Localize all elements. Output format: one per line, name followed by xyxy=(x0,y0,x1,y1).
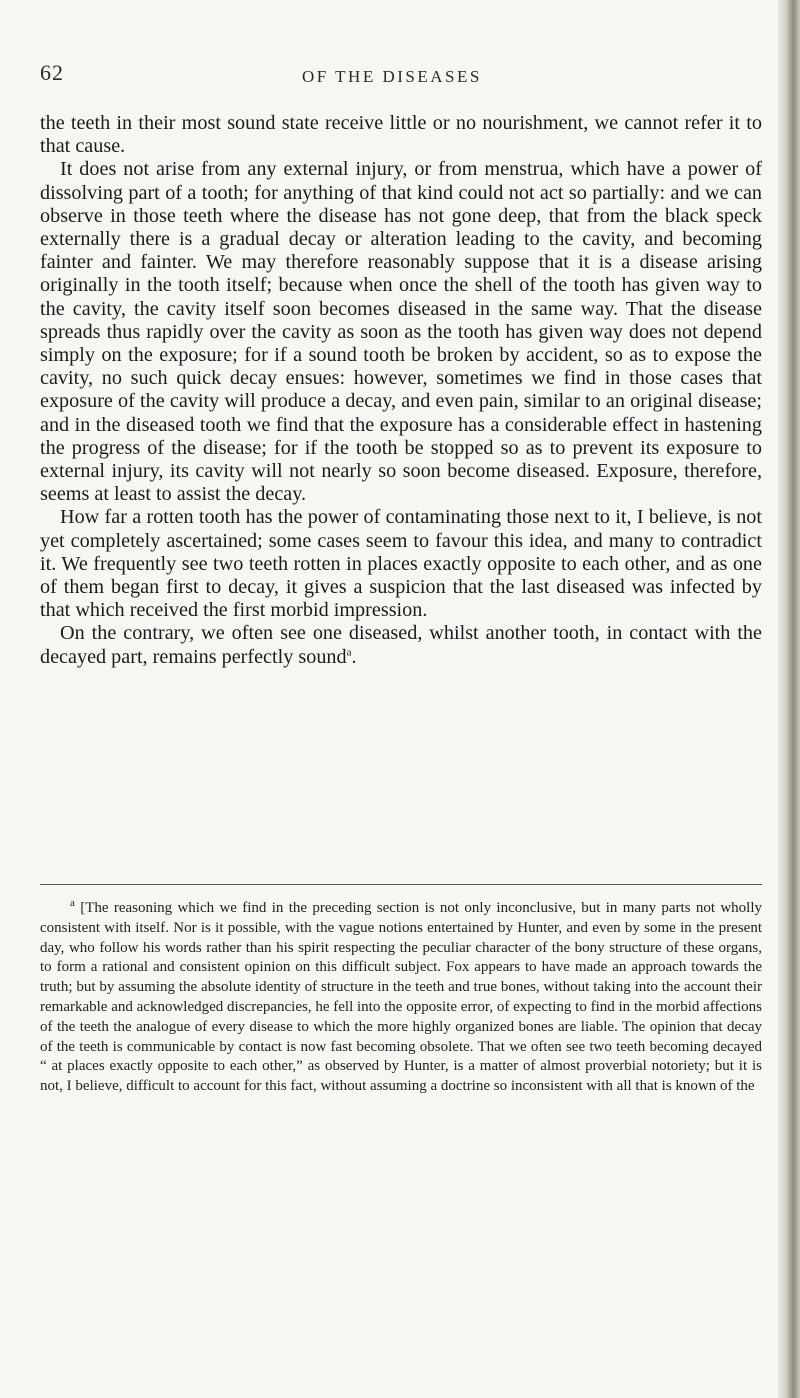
footnote-divider xyxy=(40,884,762,885)
body-text xyxy=(40,112,762,669)
running-head: OF THE DISEASES xyxy=(302,67,482,86)
page-edge-shadow xyxy=(778,0,800,1398)
page-number: 62 xyxy=(40,60,64,85)
paragraph-continuation: the teeth in their most sound state receive little or no nourishment, we cannot refer it to that cause. xyxy=(40,112,762,158)
footnote xyxy=(40,899,762,1097)
paragraph-contrary-text: On the contrary, we often see one diseased, whilst another tooth, in contact with the decayed part, remains perfectly sound xyxy=(40,622,762,668)
footnote-text: [The reasoning which we find in the preceding section is not only inconclusive, but in many parts not wholly consistent with itself. Nor is it possible, with the vague notions entertained by Hunter, and even by some in the present day, who follow his words rather than his spirit respecting the peculiar character of the bony structure of these organs, to form a rational and consistent opinion on this difficult subject. Fox appears to have made an approach towards the truth; but by assuming the absolute identity of structure in the teeth and true bones, without taking into the account their remarkable and acknowledged discrepancies, he fell into the opposite error, of expecting to find in the morbid affections of the teeth the analogue of every disease to which the more highly organized bones are liable. The opinion that decay of the teeth is communicable by contact is now fast becoming obsolete. That we often see two teeth becoming decayed “ at places exactly opposite to each other,” as observed by Hunter, is a matter of almost proverbial notoriety; but it is not, I believe, difficult to account for this fact, without assuming a doctrine so inconsistent with all that is known of the xyxy=(40,900,763,1095)
paragraph-contrary: On the contrary, we often see one diseased, whilst another tooth, in contact with the decayed part, remains perfectly sound$^a$. xyxy=(40,622,762,668)
footnote-marker: a xyxy=(70,897,75,909)
footnote-reference-marker: a xyxy=(346,645,352,658)
paragraph-external-injury: It does not arise from any external injury, or from menstrua, which have a power of dissolving part of a tooth; for anything of that kind could not act so partially: and we can observe in those teeth where the disease has not gone deep, that from the black speck externally there is a gradual decay or alteration leading to the cavity, and becoming fainter and fainter. We may therefore reasonably suppose that it is a disease arising originally in the tooth itself; because when once the shell of the tooth has given way to the cavity, the cavity itself soon becomes diseased in the same way. That the disease spreads thus rapidly over the cavity as soon as the tooth has given way does not depend simply on the exposure; for if a sound tooth be broken by accident, so as to expose the cavity, no such quick decay ensues: however, sometimes we find in those cases that exposure of the cavity will produce a decay, and even pain, similar to an original disease; and in the diseased tooth we find that the exposure has a considerable effect in hastening the progress of the disease; for if the tooth be stopped so as to prevent its exposure to external injury, its cavity will not nearly so soon become diseased. Exposure, therefore, seems at least to assist the decay. xyxy=(40,158,762,506)
footnote-paragraph xyxy=(40,899,762,1097)
paragraph-contamination: How far a rotten tooth has the power of contaminating those next to it, I believe, is not yet completely ascertained; some cases seem to favour this idea, and many to contradict it. We frequently see two teeth rotten in places exactly opposite to each other, and as one of them began first to decay, it gives a suspicion that the last diseased was infected by that which received the first morbid impression. xyxy=(40,506,762,622)
